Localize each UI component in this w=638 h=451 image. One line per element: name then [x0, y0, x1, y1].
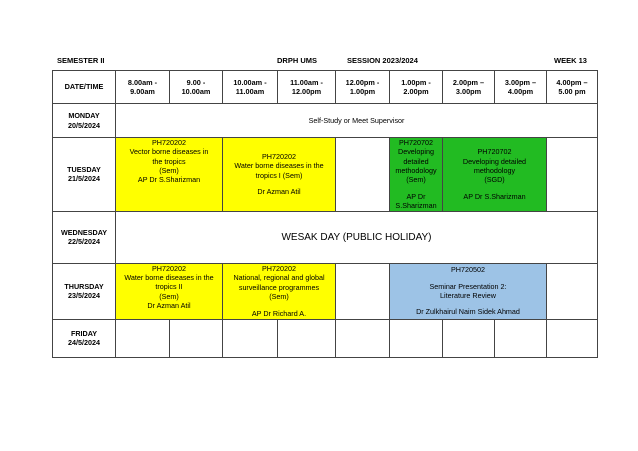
thursday-session-surveillance: PH720202 National, regional and global surveillance programmes (Sem) AP Dr Richard A.	[223, 263, 336, 319]
thursday-session-water-borne: PH720202 Water borne diseases in the tropics II (Sem) Dr Azman Atil	[116, 263, 223, 319]
tuesday-session-vector-borne: PH720202 Vector borne diseases in the tropics (Sem) AP Dr S.Sharizman	[116, 138, 223, 212]
slot-header: 12.00pm - 1.00pm	[336, 71, 390, 104]
tuesday-session-methodology-sem: PH720702 Developing detailed methodology (Sem) AP Dr S.Sharizman	[390, 138, 443, 212]
row-monday	[53, 104, 598, 138]
tuesday-session-methodology-sgd: PH720702 Developing detailed methodology (SGD) AP Dr S.Sharizman	[443, 138, 547, 212]
empty-cell	[278, 319, 336, 357]
tuesday-session-water-borne: PH720202 Water borne diseases in the tropics I (Sem) Dr Azman Atil	[223, 138, 336, 212]
header-row	[53, 71, 598, 104]
empty-cell	[547, 319, 598, 357]
timetable	[52, 70, 598, 358]
slot-header: 1.00pm - 2.00pm	[390, 71, 443, 104]
empty-cell	[390, 319, 443, 357]
day-cell-thursday: THURSDAY 23/5/2024	[53, 263, 116, 319]
slot-header: 2.00pm – 3.00pm	[443, 71, 495, 104]
row-wednesday	[53, 211, 598, 263]
date-time-header: DATE/TIME	[53, 71, 116, 104]
row-thursday	[53, 263, 598, 319]
week-label: WEEK 13	[554, 56, 587, 65]
program-label: DRPH UMS	[277, 56, 318, 65]
empty-cell	[443, 319, 495, 357]
thursday-session-seminar: PH720502 Seminar Presentation 2: Literature Review Dr Zulkhairul Naim Sidek Ahmad	[390, 263, 547, 319]
empty-cell	[223, 319, 278, 357]
slot-header: 11.00am - 12.00pm	[278, 71, 336, 104]
slot-header: 9.00 - 10.00am	[170, 71, 223, 104]
day-cell-friday: FRIDAY 24/5/2024	[53, 319, 116, 357]
row-tuesday	[53, 138, 598, 212]
slot-header: 8.00am - 9.00am	[116, 71, 170, 104]
wednesday-holiday-note: WESAK DAY (PUBLIC HOLIDAY)	[116, 211, 598, 263]
empty-cell	[547, 263, 598, 319]
empty-cell	[495, 319, 547, 357]
empty-cell	[336, 138, 390, 212]
day-cell-wednesday: WEDNESDAY 22/5/2024	[53, 211, 116, 263]
row-friday	[53, 319, 598, 357]
empty-cell	[336, 319, 390, 357]
empty-cell	[116, 319, 170, 357]
empty-cell	[336, 263, 390, 319]
slot-header: 4.00pm – 5.00 pm	[547, 71, 598, 104]
semester-label: SEMESTER II	[57, 56, 105, 65]
empty-cell	[547, 138, 598, 212]
slot-header: 3.00pm – 4.00pm	[495, 71, 547, 104]
day-cell-monday: MONDAY 20/5/2024	[53, 104, 116, 138]
day-cell-tuesday: TUESDAY 21/5/2024	[53, 138, 116, 212]
session-label: SESSION 2023/2024	[347, 56, 418, 65]
empty-cell	[170, 319, 223, 357]
monday-note: Self-Study or Meet Supervisor	[116, 104, 598, 138]
slot-header: 10.00am - 11.00am	[223, 71, 278, 104]
